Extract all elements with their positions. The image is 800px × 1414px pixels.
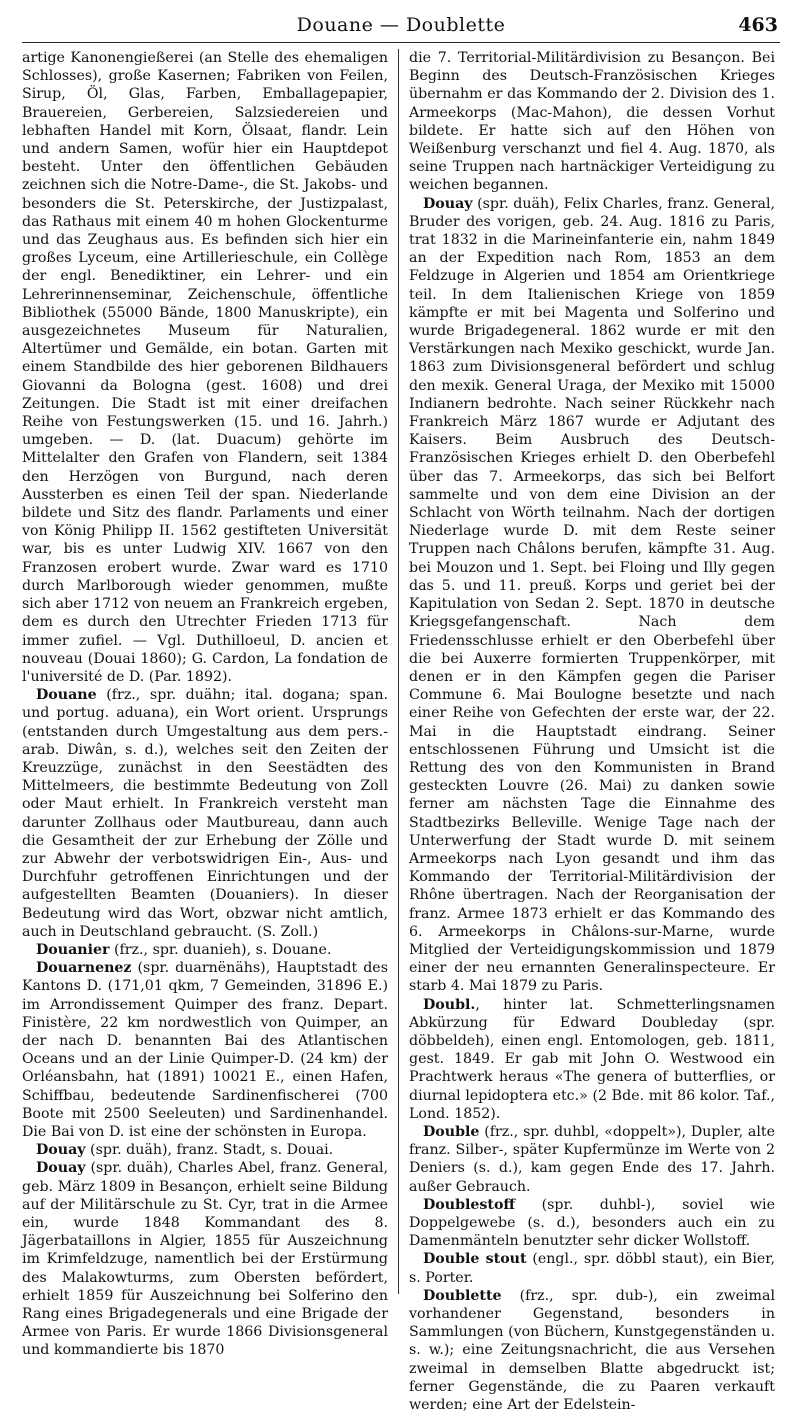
entry-text: artige Kanonengießerei (an Stelle des ehemaligen Schlosses), große Kasernen; Fabriken von Feilen, Sirup, Öl, Glas, Farben, Emballagepapier, Brauereien, Gerbereien, Salzsiedereien und lebhaften Handel mit Korn, Ölsaat, flandr. Lein und andern Samen, wofür hier ein Hauptdepot besteht. Unter den öffentlichen Gebäuden zeichnen sich die Notre-Dame-, die St. Jakobs- und besonders die St. Peterskirche, der Justizpalast, das Rathaus mit einem 40 m hohen Glockenturme und das Zeughaus aus. Es befinden sich hier ein großes Lyceum, eine Artillerieschule, ein Collège der engl. Benediktiner, ein Lehrer- und ein Lehrerinnenseminar, Zeichenschule, öffentliche Bibliothek (55000 Bände, 1800 Manuskripte), ein ausgezeichnetes Museum für Naturalien, Altertümer und Gemälde, ein botan. Garten mit einem Standbilde des hier geborenen Bildhauers Giovanni da Bologna (gest. 1608) und drei Zeitungen. Die Stadt ist mit einer dreifachen Reihe von Festungswerken (15. und 16. Jahrh.) umgeben. — D. (lat. Duacum) gehörte im Mittelalter den Grafen von Flandern, seit 1384 den Herzögen von Burgund, nach deren Aussterben es einen Teil der span. Niederlande bildete und Sitz des flandr. Parlaments und einer von König Philipp II. 1562 gestifteten Universität war, bis es unter Ludwig XIV. 1667 von den Franzosen erobert wurde. Zwar ward es 1710 durch Marlborough wieder genommen, mußte sich aber 1712 von neuem an Frankreich ergeben, dem es durch den Utrechter Frieden 1713 für immer zufiel. — Vgl. Duthilloeul, D. ancien et nouveau (Douai 1860); G. Cardon, La fondation de l'université de D. (Par. 1892). [22, 50, 389, 685]
dictionary-entry [22, 1141, 388, 1159]
entry-headword: Douane [36, 687, 97, 704]
dictionary-entry [409, 1123, 775, 1196]
dictionary-entry [409, 1287, 775, 1414]
dictionary-entry [22, 1159, 388, 1359]
entry-headword: Doubl. [423, 996, 476, 1013]
dictionary-entry [409, 49, 775, 195]
entry-headword: Douarnenez [36, 960, 132, 977]
dictionary-entry [22, 941, 388, 959]
left-column [22, 49, 396, 1359]
dictionary-entry [409, 996, 775, 1123]
dictionary-entry [22, 686, 388, 941]
entry-headword: Douay [423, 195, 473, 212]
dictionary-entry [22, 959, 388, 1141]
running-head [22, 12, 780, 43]
entry-headword: Double stout [423, 1251, 527, 1268]
entry-text: (frz., spr. duhbl, «doppelt»), Dupler, alte franz. Silber-, später Kupfermünze im Werte von 2 Deniers (s. d.), kam gegen Ende des 17. Jahrh. außer Gebrauch. [409, 1123, 775, 1195]
column-divider [398, 49, 399, 1294]
entry-text: (engl., spr. döbbl staut), ein Bier, s. Porter. [409, 1251, 775, 1286]
text-columns [22, 49, 780, 1414]
running-title: Douane — Doublette [296, 14, 506, 36]
dictionary-entry [409, 1196, 775, 1251]
dictionary-entry [409, 1250, 775, 1286]
entry-text: (spr. duäh), franz. Stadt, s. Douai. [85, 1142, 334, 1159]
entry-headword: Douay [36, 1142, 86, 1159]
entry-text: die 7. Territorial-Militärdivision zu Besançon. Bei Beginn des Deutsch-Französischen Krieges übernahm er das Kommando der 2. Division des 1. Armeekorps (Mac-Mahon), die dessen Vorhut bildete. Er hatte sich auf den Höhen von Weißenburg verschanzt und fiel 4. Aug. 1870, als seine Truppen nach hartnäckiger Verteidigung zu weichen begannen. [409, 50, 775, 194]
entry-text: (spr. duäh), Charles Abel, franz. General, geb. März 1809 in Besançon, erhielt seine Bildung auf der Militärschule zu St. Cyr, trat in die Armee ein, wurde 1848 Kommandant des 8. Jägerbataillons in Algier, 1855 für Auszeichnung im Krimfeldzuge, namentlich bei der Erstürmung des Malakowturms, zum Obersten befördert, erhielt 1859 für Auszeichnung bei Solferino den Rang eines Brigadegenerals und eine Brigade der Armee von Paris. Er wurde 1866 Divisionsgeneral und kommandierte bis 1870 [22, 1160, 388, 1359]
right-column [401, 49, 775, 1414]
entry-text: (spr. duarnënähs), Hauptstadt des Kantons D. (171,01 qkm, 7 Gemeinden, 31896 E.) im Arrondissement Quimper des franz. Depart. Finistère, 22 km nordwestlich von Quimper, an der nach D. benannten Bai des Atlantischen Oceans und an der Linie Quimper-D. (24 km) der Orléansbahn, hat (1891) 10021 E., einen Hafen, Schiffbau, bedeutende Sardinenfischerei (700 Boote mit 2500 Seeleuten) und Sardinenhandel. Die Bai von D. ist eine der schönsten in Europa. [22, 960, 388, 1140]
entry-headword: Doublestoff [423, 1196, 516, 1213]
entry-text: (frz., spr. dub-), ein zweimal vorhandener Gegenstand, besonders in Sammlungen (von Büchern, Kunstgegenständen u. s. w.); eine Zeitungsnachricht, die aus Versehen zweimal in demselben Blatte abgedruckt ist; ferner Gegenstände, die zu Paaren verkauft werden; eine Art der Edelstein- [409, 1287, 775, 1414]
entry-text: (frz., spr. duanieh), s. Douane. [109, 941, 332, 958]
entry-headword: Double [423, 1123, 480, 1140]
dictionary-entry [22, 49, 388, 686]
page-number: 463 [738, 14, 778, 36]
entry-text: (frz., spr. duähn; ital. dogana; span. und portug. aduana), ein Wort orient. Ursprungs (entstanden durch Umgestaltung aus dem pers.-arab. Diwân, s. d.), welches seit den Zeiten der Kreuzzüge, zunächst in den Seestädten des Mittelmeers, die bestimmte Bedeutung von Zoll oder Maut erhielt. In Frankreich versteht man darunter Zollhaus oder Mautbureau, dann auch die Gesamtheit der zur Erhebung der Zölle und zur Abwehr der verbotswidrigen Ein-, Aus- und Durchfuhr getroffenen Einrichtungen und der aufgestellten Beamten (Douaniers). In dieser Bedeutung wird das Wort, obzwar nicht amtlich, auch in Deutschland gebraucht. (S. Zoll.) [22, 687, 388, 940]
entry-headword: Doublette [423, 1287, 502, 1304]
dictionary-entry [409, 195, 775, 996]
entry-headword: Douay [36, 1160, 86, 1177]
entry-text: (spr. duhbl-), soviel wie Doppelgewebe (s. d.), besonders auch ein zu Damenmänteln benutzter sehr dicker Wollstoff. [409, 1196, 775, 1250]
entry-text: , hinter lat. Schmetterlingsnamen Abkürzung für Edward Doubleday (spr. döbbeldeh), einen engl. Entomologen, geb. 1811, gest. 1849. Er gab mit John O. Westwood ein Prachtwerk heraus «The genera of butterflies, or diurnal lepidoptera etc.» (2 Bde. mit 86 kolor. Taf., Lond. 1852). [409, 996, 775, 1122]
entry-text: (spr. duäh), Felix Charles, franz. General, Bruder des vorigen, geb. 24. Aug. 1816 zu Paris, trat 1832 in die Marineinfanterie ein, nahm 1849 an der Expedition nach Rom, 1853 an dem Feldzuge in Algerien und 1854 am Orientkriege teil. In dem Italienischen Kriege von 1859 kämpfte er mit bei Magenta und Solferino und wurde Brigadegeneral. 1862 wurde er mit den Verstärkungen nach Mexiko geschickt, wurde Jan. 1863 zum Divisionsgeneral befördert und schlug den mexik. General Uraga, der Mexiko mit 15000 Indianern bedrohte. Nach seiner Rückkehr nach Frankreich März 1867 wurde er Adjutant des Kaisers. Beim Ausbruch des Deutsch-Französischen Krieges erhielt D. den Oberbefehl über das 7. Armeekorps, das sich bei Belfort sammelte und von dem eine Division an der Schlacht von Wörth teilnahm. Nach der dortigen Niederlage wurde D. mit dem Reste seiner Truppen nach Châlons berufen, kämpfte 31. Aug. bei Mouzon und 1. Sept. bei Floing und Illy gegen das 5. und 11. preuß. Korps und geriet bei der Kapitulation von Sedan 2. Sept. 1870 in deutsche Kriegsgefangenschaft. Nach dem Friedensschlusse erhielt er den Oberbefehl über die bei Auxerre formierten Truppenkörper, mit denen er in den Kämpfen gegen die Pariser Commune 6. Mai Boulogne besetzte und nach einer Reihe von Gefechten der erste war, der 22. Mai in die Hauptstadt eindrang. Seiner entschlossenen Führung und Umsicht ist die Rettung des von den Kommunisten in Brand gesteckten Louvre (26. Mai) zu danken sowie ferner am nächsten Tage die Einnahme des Stadtbezirks Belleville. Wenige Tage nach der Unterwerfung der Stadt wurde D. mit seinem Armeekorps nach Lyon gesandt und ihm das Kommando der Territorial-Militärdivision der Rhône übertragen. Nach der Reorganisation der franz. Armee 1873 erhielt er das Kommando des 6. Armeekorps in Châlons-sur-Marne, wurde Mitglied der Verteidigungskommission und 1879 einer der neu ernannten Generalinspecteure. Er starb 4. Mai 1879 zu Paris. [409, 195, 775, 995]
entry-headword: Douanier [36, 941, 110, 958]
